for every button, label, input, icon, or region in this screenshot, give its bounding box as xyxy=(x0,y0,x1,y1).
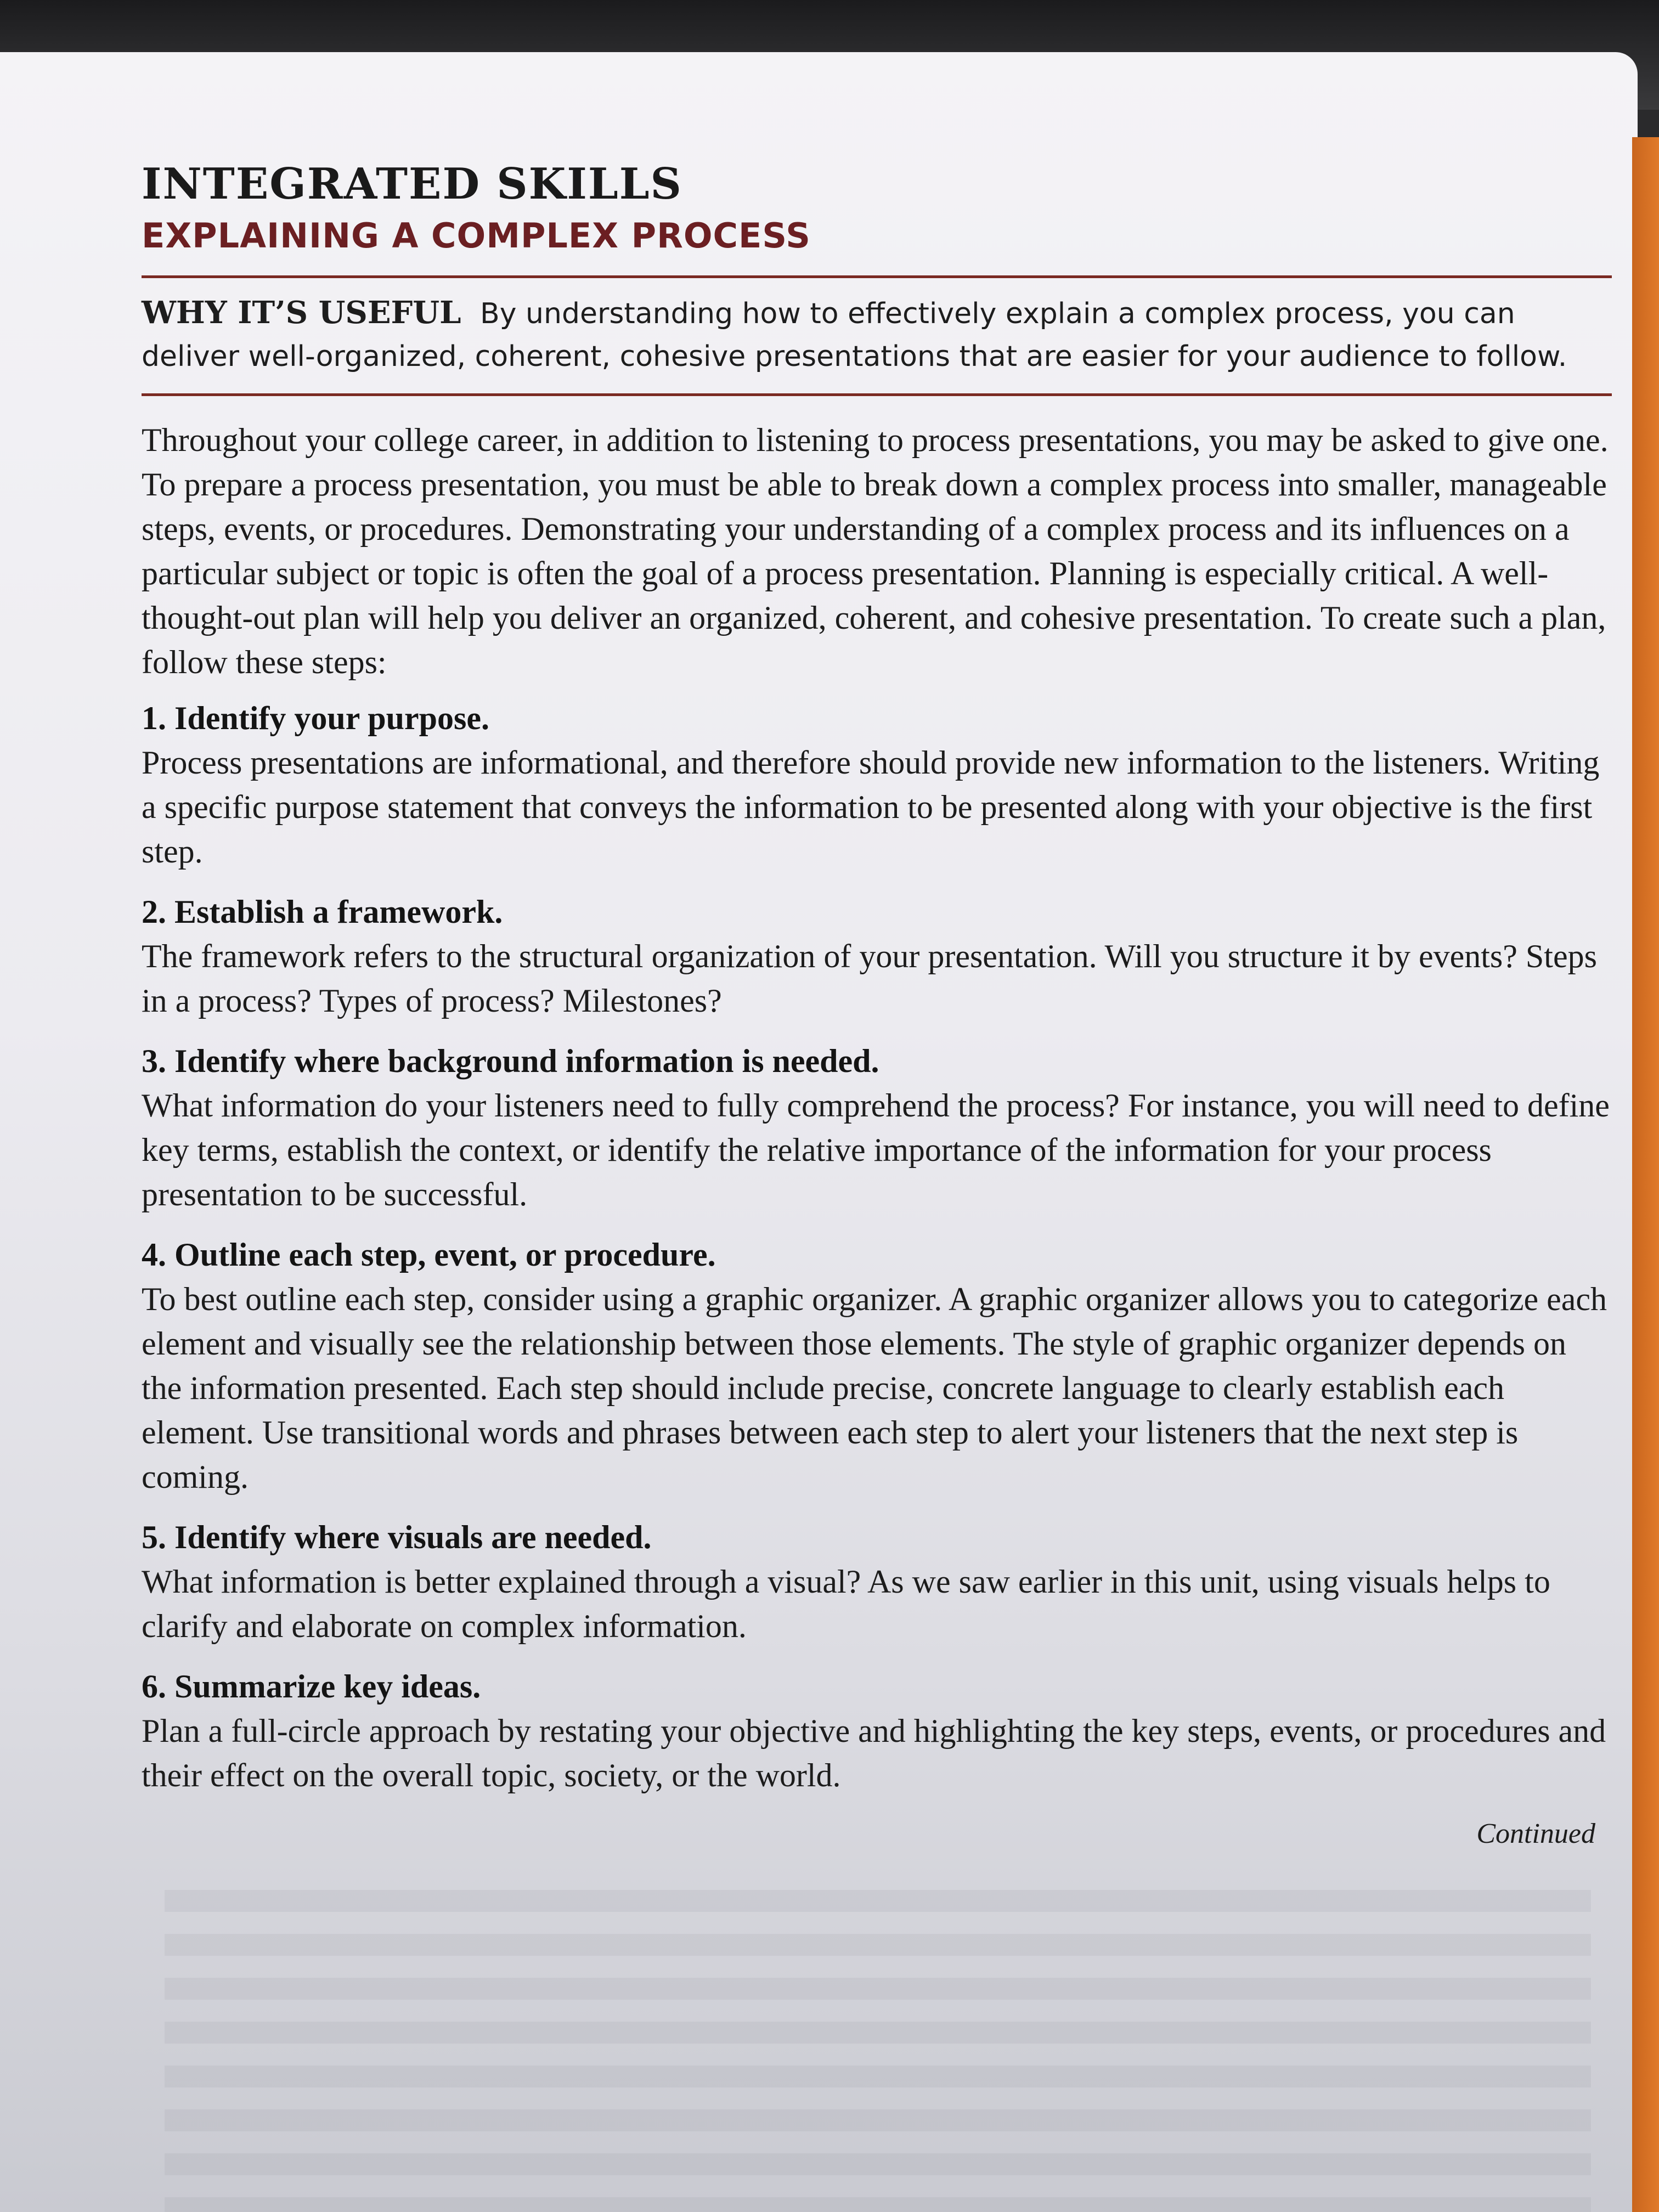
intro-paragraph: Throughout your college career, in addition to listening to process presentations, you may be asked to give one. To prepare a process presentation, you must be able to break down a complex process into smaller, manageable steps, events, or procedures. Demonstrating your understanding of a complex process and its influences on a particular subject or topic is often the goal of a process presentation. Planning is especially critical. A well-thought-out plan will help you deliver an organized, coherent, and cohesive presentation. To create such a plan, follow these steps: xyxy=(142,422,1609,680)
step-title: 1. Identify your purpose. xyxy=(142,700,489,736)
step-body: The framework refers to the structural organization of your presentation. Will you structure it by events? Steps in a process? Types of process? Milestones? xyxy=(142,938,1597,1019)
textbook-page xyxy=(0,52,1638,2212)
step-body: Process presentations are informational, and therefore should provide new information to the listeners. Writing a specific purpose statement that conveys the information to be presented along with your objective is the first step. xyxy=(142,744,1600,870)
step-item xyxy=(142,1664,1612,1798)
why-useful-box xyxy=(142,275,1612,396)
why-useful-label: WHY IT’S USEFUL xyxy=(142,295,461,331)
step-title: 5. Identify where visuals are needed. xyxy=(142,1519,652,1555)
section-title: EXPLAINING A COMPLEX PROCESS xyxy=(142,216,811,256)
step-title: 2. Establish a framework. xyxy=(142,894,503,930)
step-title: 6. Summarize key ideas. xyxy=(142,1668,481,1705)
page-content xyxy=(142,159,1612,1850)
continued-label: Continued xyxy=(1476,1818,1595,1849)
step-item xyxy=(142,696,1612,874)
step-body: Plan a full-circle approach by restating your objective and highlighting the key steps, events, or procedures and their effect on the overall topic, society, or the world. xyxy=(142,1713,1606,1793)
why-useful-text: By understanding how to effectively explain a complex process, you can deliver well-organized, coherent, cohesive presentations that are easier for your audience to follow. xyxy=(142,297,1567,373)
step-title: 4. Outline each step, event, or procedure. xyxy=(142,1237,716,1273)
step-body: What information is better explained through a visual? As we saw earlier in this unit, using visuals helps to clarify and elaborate on complex information. xyxy=(142,1564,1550,1644)
step-item xyxy=(142,1232,1612,1499)
next-page-edge xyxy=(1632,137,1659,2212)
why-useful-paragraph xyxy=(142,291,1612,378)
step-body: What information do your listeners need to fully comprehend the process? For instance, you will need to define key terms, establish the context, or identify the relative importance of the information for your process presentation to be successful. xyxy=(142,1087,1610,1212)
step-item xyxy=(142,1039,1612,1217)
step-title: 3. Identify where background information is needed. xyxy=(142,1043,879,1079)
step-item xyxy=(142,1515,1612,1649)
step-body: To best outline each step, consider using a graphic organizer. A graphic organizer allows you to categorize each element and visually see the relationship between those elements. The style of graphic organizer depends on the information presented. Each step should include precise, concrete language to clearly establish each element. Use transitional words and phrases between each step to alert your listeners that the next step is coming. xyxy=(142,1281,1607,1495)
step-item xyxy=(142,889,1612,1023)
bleed-through-text xyxy=(165,1890,1591,2212)
section-kicker: INTEGRATED SKILLS xyxy=(142,159,682,209)
